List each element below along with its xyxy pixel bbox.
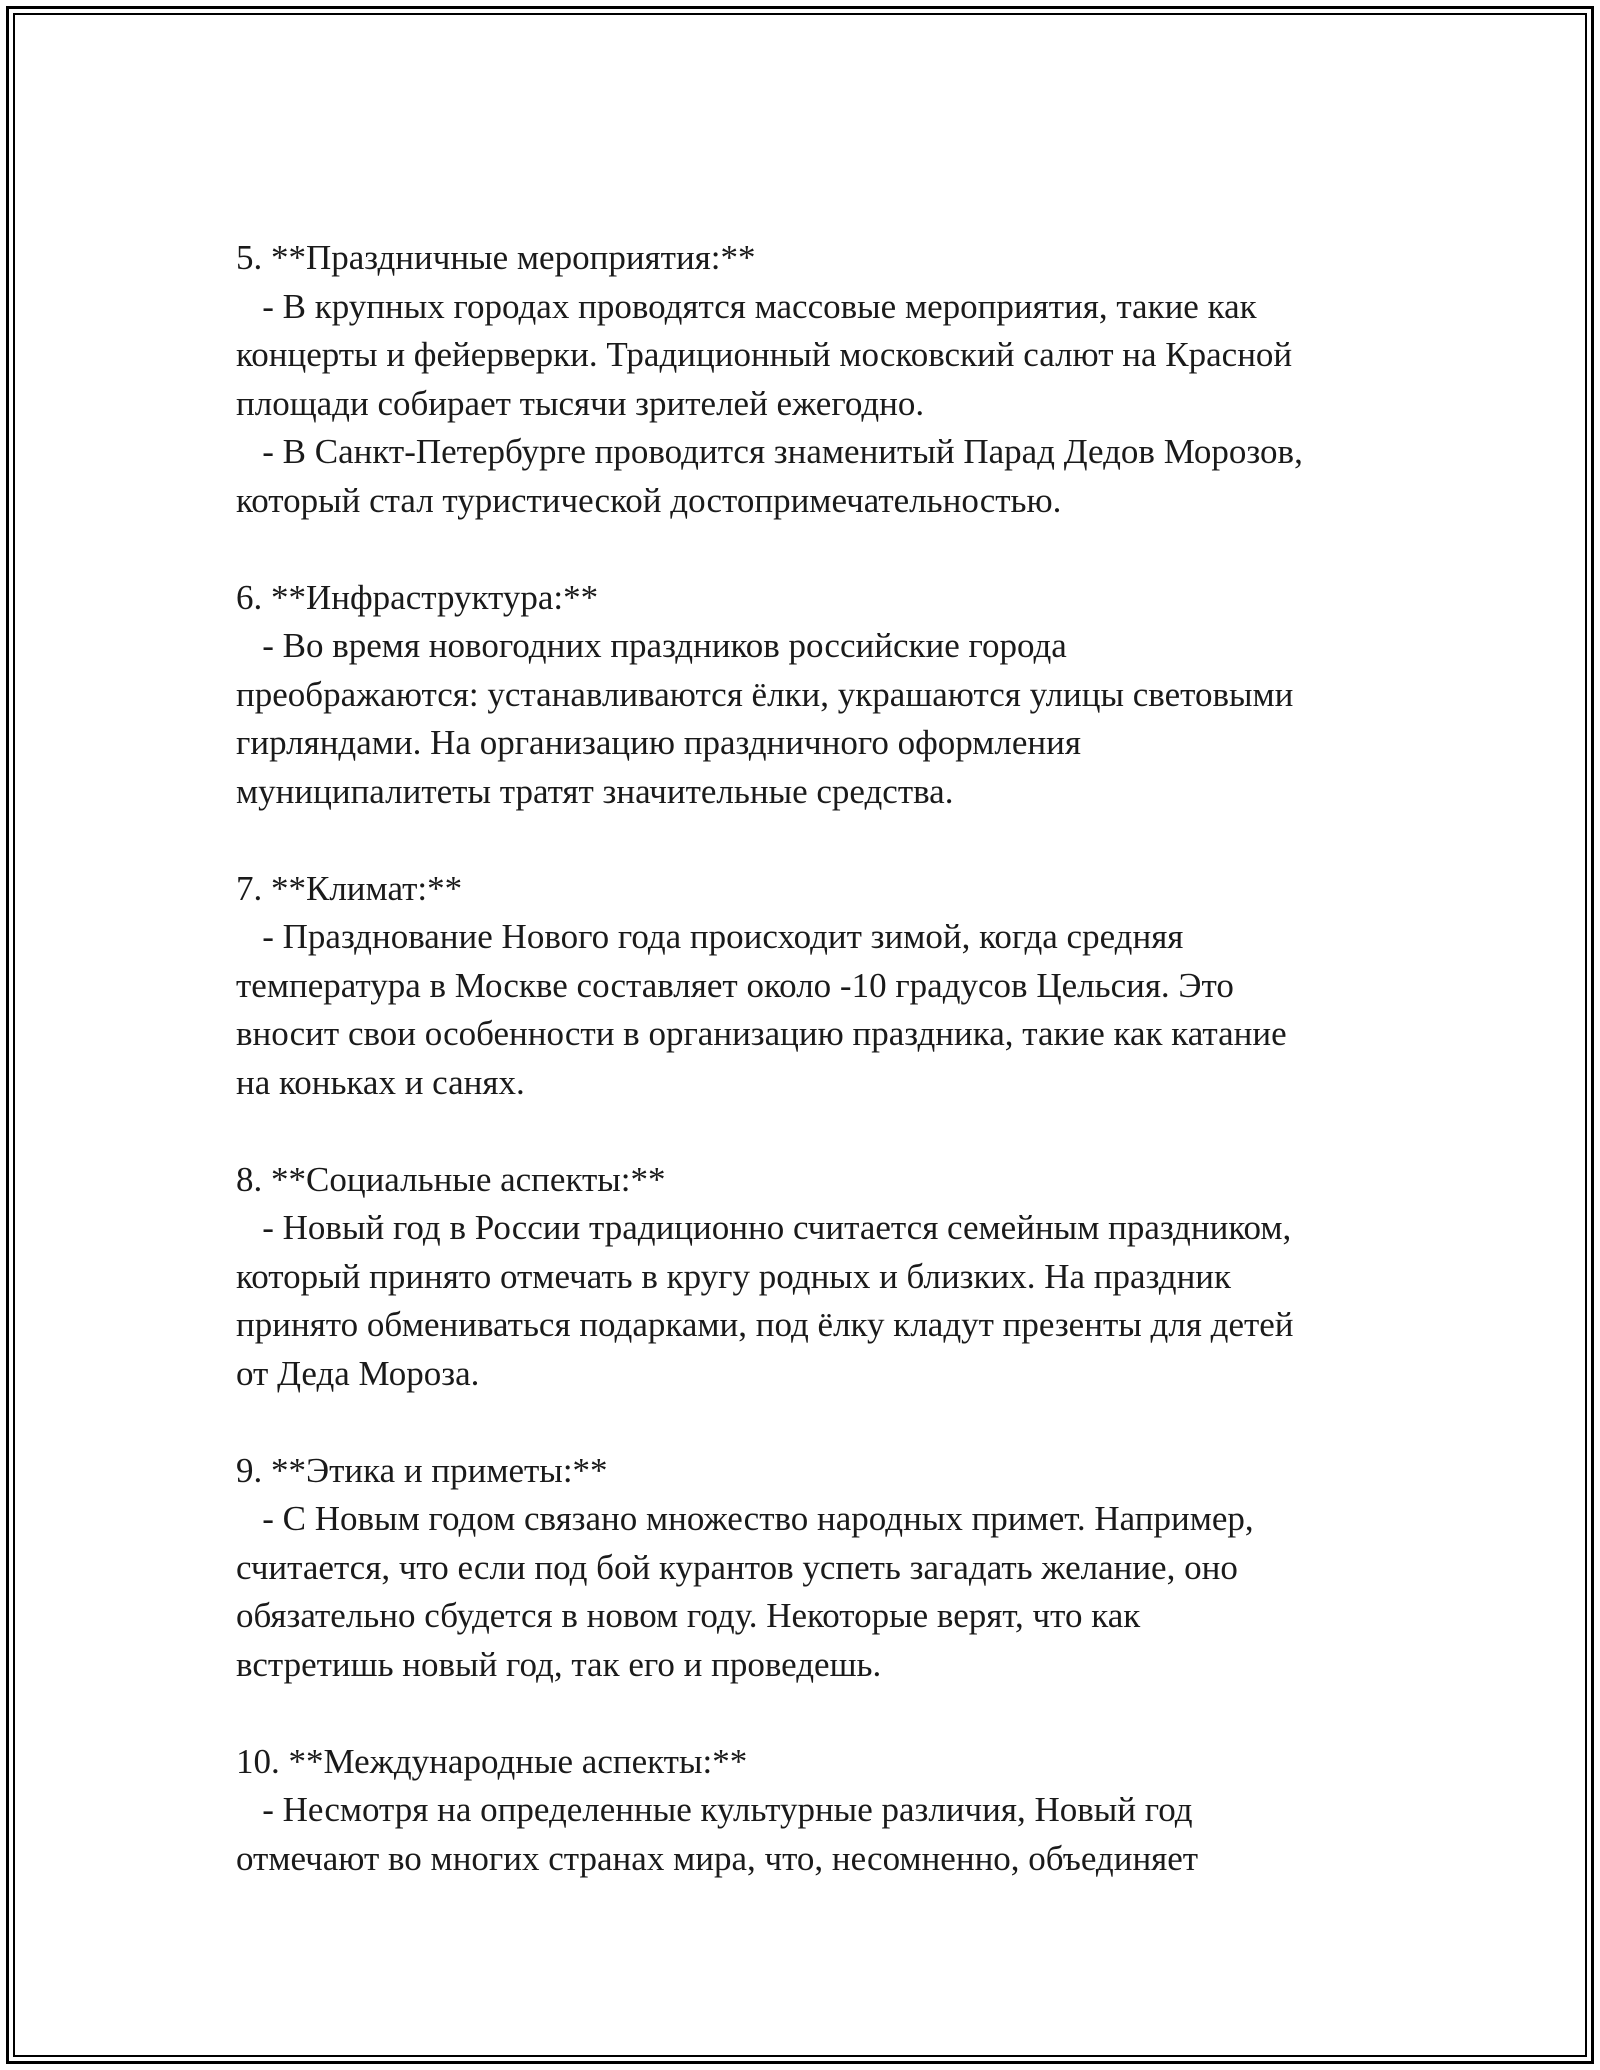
text-line: - В крупных городах проводятся массовые мероприятия, такие как	[236, 286, 1257, 326]
text-line: - Во время новогодних праздников российские города	[236, 626, 1067, 665]
section-6	[236, 574, 1376, 817]
text-line: вносит свои особенности в организацию праздника, такие как катание	[236, 1014, 1287, 1053]
text-line: концерты и фейерверки. Традиционный московский салют на Красной	[236, 335, 1293, 374]
document-body	[236, 234, 1376, 1883]
section-heading: 8. **Социальные аспекты:**	[236, 1159, 666, 1199]
text-line: от Деда Мороза.	[236, 1353, 480, 1393]
text-line: отмечают во многих странах мира, что, несомненно, объединяет	[236, 1838, 1199, 1878]
text-line: который стал туристической достопримечательностью.	[236, 480, 1062, 520]
text-line: - С Новым годом связано множество народных примет. Например,	[236, 1499, 1254, 1538]
text-line: муниципалитеты тратят значительные средства.	[236, 771, 954, 811]
text-line: площади собирает тысячи зрителей ежегодно.	[236, 383, 925, 423]
text-line: на коньках и санях.	[236, 1062, 525, 1102]
text-line: принято обмениваться подарками, под ёлку кладут презенты для детей	[236, 1305, 1294, 1344]
text-line: преображаются: устанавливаются ёлки, украшаются улицы световыми	[236, 674, 1294, 714]
section-7	[236, 865, 1376, 1108]
text-line: - Несмотря на определенные культурные различия, Новый год	[236, 1790, 1193, 1829]
section-heading: 10. **Международные аспекты:**	[236, 1741, 748, 1781]
section-10	[236, 1738, 1376, 1884]
text-line: считается, что если под бой курантов успеть загадать желание, оно	[236, 1547, 1238, 1587]
section-heading: 5. **Праздничные мероприятия:**	[236, 238, 756, 277]
text-line: обязательно сбудется в новом году. Некоторые верят, что как	[236, 1596, 1141, 1635]
section-5	[236, 234, 1376, 525]
section-9	[236, 1447, 1376, 1690]
text-line: температура в Москве составляет около -10 градусов Цельсия. Это	[236, 965, 1234, 1005]
section-heading: 7. **Климат:**	[236, 868, 463, 908]
text-line: - Празднование Нового года происходит зимой, когда средняя	[236, 917, 1184, 956]
section-heading: 6. **Инфраструктура:**	[236, 577, 599, 617]
text-line: - Новый год в России традиционно считается семейным праздником,	[236, 1208, 1292, 1247]
text-line: - В Санкт-Петербурге проводится знаменитый Парад Дедов Морозов,	[236, 432, 1303, 471]
section-heading: 9. **Этика и приметы:**	[236, 1450, 608, 1490]
text-line: гирляндами. На организацию праздничного оформления	[236, 723, 1081, 762]
text-line: встретишь новый год, так его и проведешь.	[236, 1644, 882, 1684]
section-8	[236, 1156, 1376, 1399]
text-line: который принято отмечать в кругу родных и близких. На праздник	[236, 1256, 1232, 1296]
